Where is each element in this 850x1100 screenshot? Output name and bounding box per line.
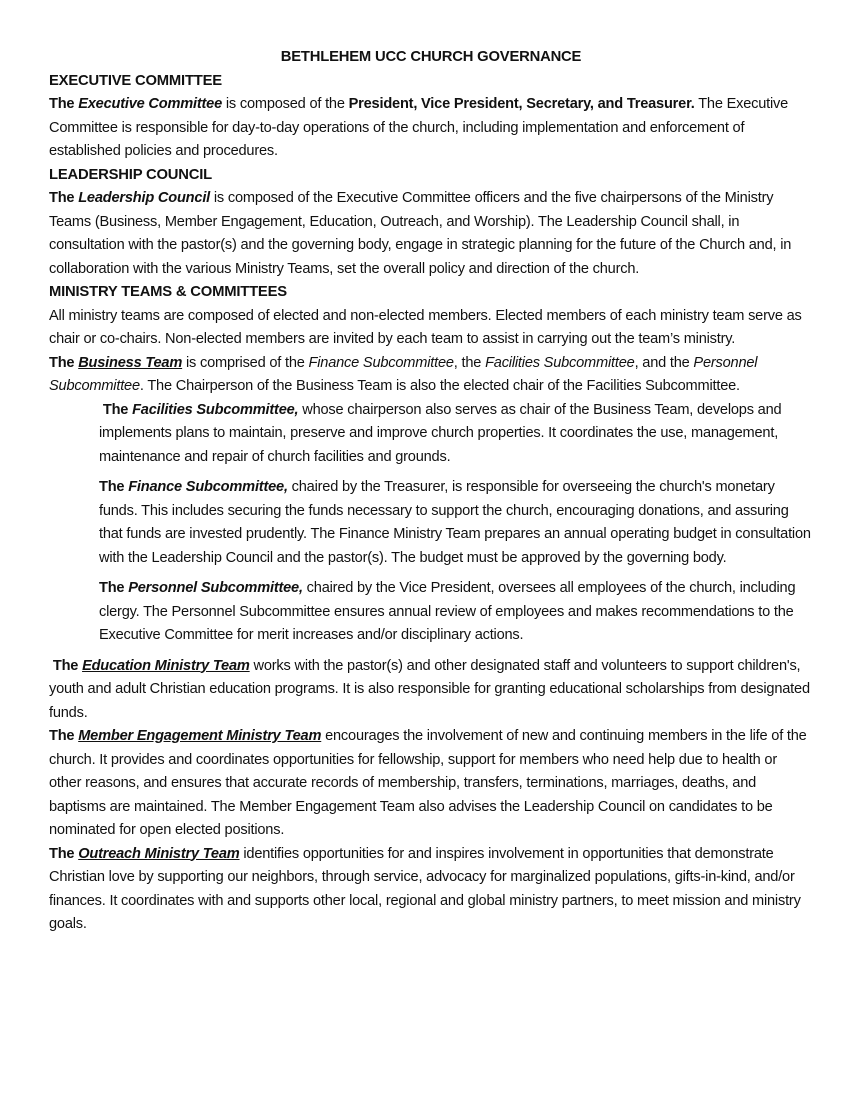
text-segment: The [49,354,79,371]
text-segment: The [99,479,129,495]
para-outreach-ministry-team [49,843,813,937]
heading-leadership-council: LEADERSHIP COUNCIL [49,166,213,183]
text-segment: All ministry teams are composed of elected and non-elected members. Elected members of each ministry team serve as chair or co-chairs. Non-elected members are invited by each team to assist in carrying out the team’s ministry. [49,307,806,347]
text-segment: whose chairperson also serves as chair of the Business Team, develops and implements plans to maintain, preserve and improve church properties. It coordinates the use, management, maintenance and repair of church facilities and grounds. [99,401,786,465]
text-segment: Finance Subcommittee, [128,479,288,495]
heading-ministry-teams-committees: MINISTRY TEAMS & COMMITTEES [49,284,287,300]
text-segment: is composed of the Executive Committee officers and the five chairpersons of the Ministry Teams (Business, Member Engagement, Education, Outreach, and Worship). The Leadership Council shall, in consultation with the pastor(s) and the governing body, engage in strategic planning for the future of the Church and, in collaboration with the various Ministry Teams, set the overall policy and direction of the church. [49,190,796,277]
text-segment: identifies opportunities for and inspires involvement in opportunities that demonstrate Christian love by supporting our neighbors, through service, advocacy for marginalized populations, gifts-in-kind, and/or finances. It coordinates with and supports other local, regional and global ministry partners, to meet mission and ministry goals. [49,845,805,932]
text-segment: encourages the involvement of new and continuing members in the life of the church. It provides and coordinates opportunities for fellowship, support for members who need help due to health or other reasons, and ensures that accurate records of membership, transfers, terminations, marriages, deaths, and baptisms are maintained. The Member Engagement Team also advises the Leadership Council on candidates to be nominated for open elected positions. [49,728,811,838]
heading-executive-committee: EXECUTIVE COMMITTEE [49,72,222,89]
text-segment: is comprised of the [182,354,309,371]
text-segment: Education Ministry Team [82,657,250,674]
para-education-ministry-team [49,655,813,726]
para-finance-subcommittee [49,476,813,570]
text-segment: Finance Subcommittee [308,354,454,371]
text-segment: The [49,845,79,862]
text-segment: The [99,401,133,418]
text-segment: The [49,96,79,112]
para-business-team [49,352,813,399]
text-segment: chaired by the Vice President, oversees all employees of the church, including clergy. The Personnel Subcommittee ensures annual review of employees and makes recommendations to the Executive Committee for merit increases and/or disciplinary actions. [99,580,800,643]
text-segment: works with the pastor(s) and other designated staff and volunteers to support children's, youth and adult Christian education programs. It is also responsible for granting educational scholarships from designated funds. [49,657,814,721]
para-leadership-council [49,187,813,281]
text-segment: Member Engagement Ministry Team [78,728,322,744]
text-segment: Business Team [78,354,183,371]
text-segment: President, Vice President, Secretary, and Treasurer. [348,96,695,112]
text-segment: Personnel Subcommittee, [128,580,303,596]
text-segment: The Executive Committee is responsible for day-to-day operations of the church, including implementation and enforcement of established policies and procedures. [49,96,792,159]
para-member-engagement-ministry-team [49,725,813,843]
text-segment: chaired by the Treasurer, is responsible for overseeing the church's monetary funds. This includes securing the funds necessary to support the church, encouraging donations, and assuring that funds are invested prudently. The Finance Ministry Team prepares an annual operating budget in consultation with the Leadership Council and the pastor(s). The budget must be approved by the governing body. [99,479,815,566]
para-ministry-teams-intro [49,305,813,352]
text-segment: Facilities Subcommittee, [132,401,299,418]
text-segment: Facilities Subcommittee [485,354,635,371]
para-personnel-subcommittee [49,577,813,648]
text-segment: The [49,728,79,744]
text-segment: , the [453,354,486,371]
text-segment: , and the [634,354,694,371]
para-facilities-subcommittee [49,399,813,470]
text-segment: The [49,657,83,674]
document-body [49,70,813,937]
text-segment: The [49,190,79,206]
text-segment: The [99,580,129,596]
para-executive-committee [49,93,813,164]
text-segment: is composed of the [222,96,349,112]
text-segment: Leadership Council [78,190,211,206]
document-title: BETHLEHEM UCC CHURCH GOVERNANCE [280,49,582,65]
document-page [49,46,813,937]
text-segment: Personnel Subcommittee [49,354,762,394]
text-segment: Executive Committee [78,96,223,112]
text-segment: Outreach Ministry Team [78,845,240,862]
text-segment: . The Chairperson of the Business Team is also the elected chair of the Facilities Subcommittee. [139,378,740,394]
